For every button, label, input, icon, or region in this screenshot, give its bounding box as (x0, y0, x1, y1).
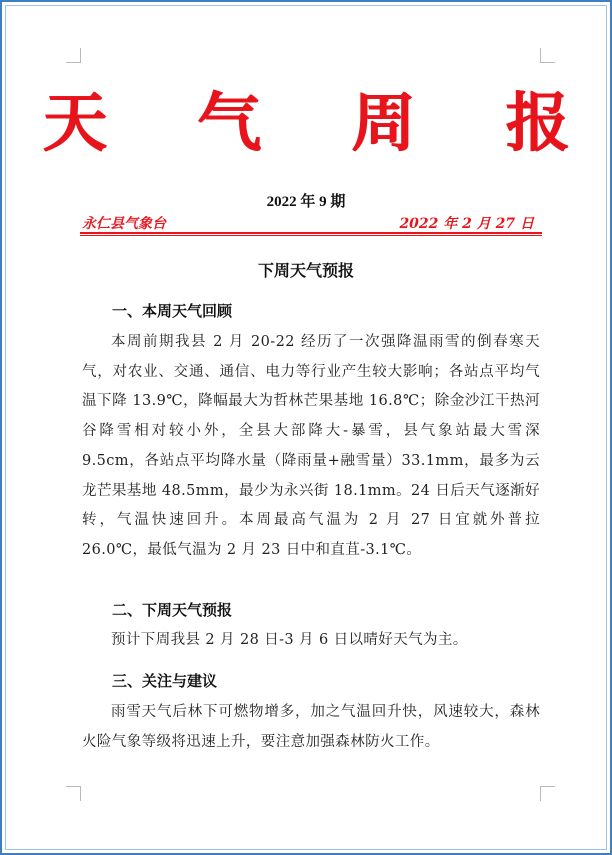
issue-number: 2022 年 9 期 (266, 194, 346, 210)
section-body-advice: 雨雪天气后林下可燃物增多，加之气温回升快，风速较大，森林火险气象等级将迅速上升，要注意加强森林防火工作。 (82, 704, 540, 750)
margin-corner-mark-bottom-left (66, 786, 81, 801)
margin-corner-mark-top-left (66, 48, 81, 63)
section-heading-forecast: 二、下周天气预报 (112, 601, 233, 619)
issue-date: 2022 年 2 月 27 日 (399, 216, 534, 232)
bureau-name: 永仁县气象台 (82, 216, 166, 232)
masthead-title: 天 气 周 报 (42, 86, 604, 161)
bureau-date-row (82, 213, 540, 233)
section-heading-advice: 三、关注与建议 (112, 672, 218, 690)
red-divider-thin (80, 235, 542, 236)
margin-corner-mark-top-right (540, 48, 555, 63)
section-body-forecast: 预计下周我县 2 月 28 日-3 月 6 日以晴好天气为主。 (111, 632, 468, 648)
document-title: 下周天气预报 (257, 261, 354, 280)
margin-corner-mark-bottom-right (540, 786, 555, 801)
red-divider-thick (80, 232, 542, 234)
section-heading-review: 一、本周天气回顾 (112, 302, 233, 320)
section-body-review: 本周前期我县 2 月 20-22 经历了一次强降温雨雪的倒春寒天气，对农业、交通、通信、电力等行业产生较大影响；各站点平均气温下降 13.9℃，降幅最大为哲林芒果基地 16.8℃；除金沙江干热河谷降雪相对较小外，全县大部降大-暴雪，县气象站最大雪深 9.5cm，各站点平均降水量（降雨量+融雪量）33.1mm，最多为云龙芒果基地 48.5mm，最少为永兴街 18.1mm。24 日后天气逐渐好转，气温快速回升。本周最高气温为 2 月 27 日宜就外普拉 26.0℃，最低气温为 2 月 23 日中和直苴-3.1℃。 (82, 334, 540, 558)
